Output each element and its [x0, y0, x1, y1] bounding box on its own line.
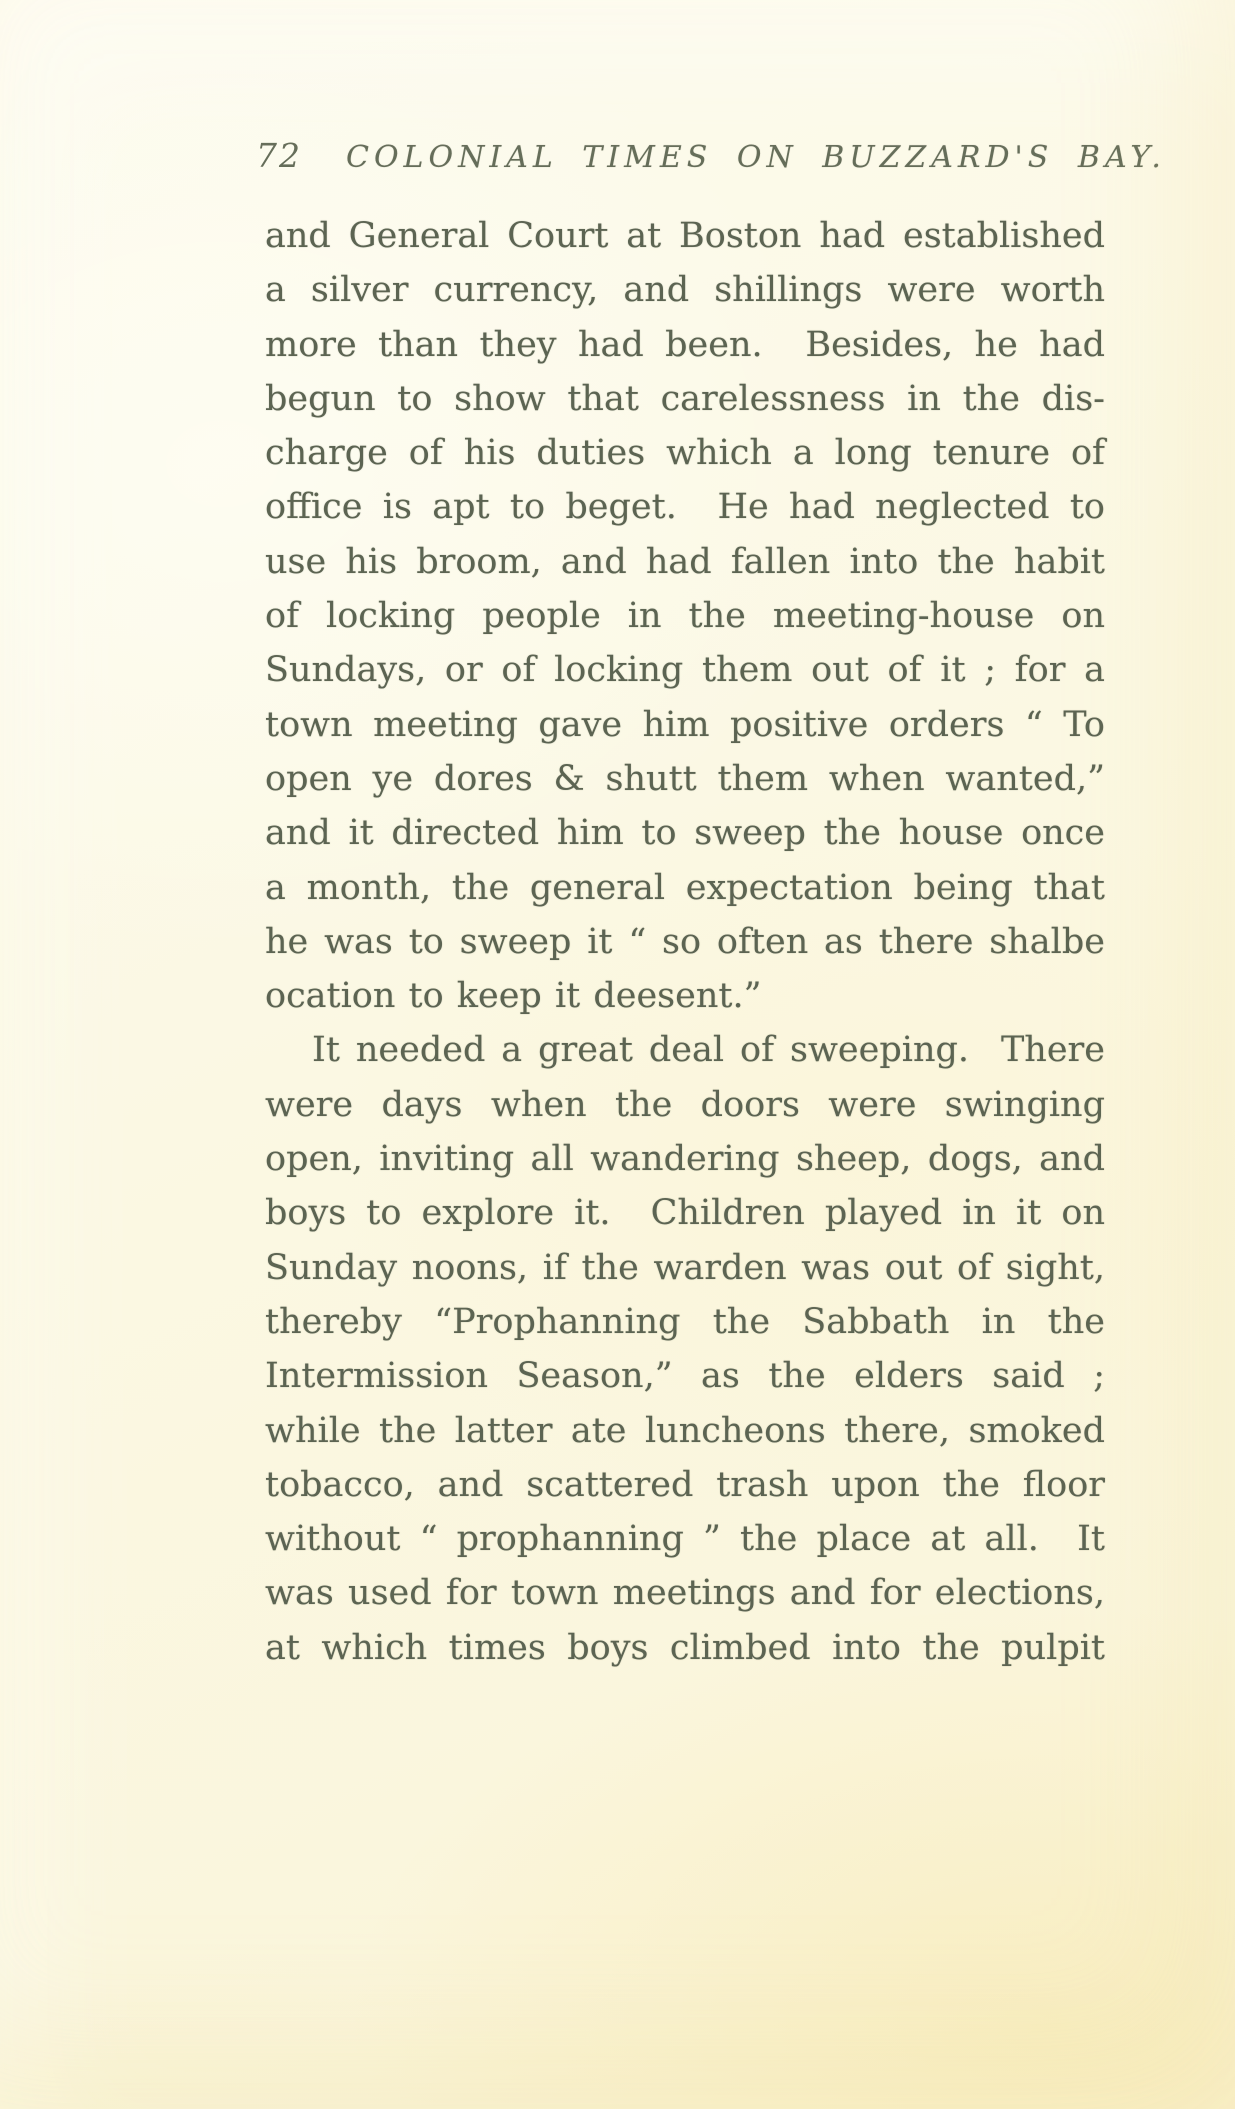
- text-line: of locking people in the meeting-house on: [265, 596, 1105, 637]
- text-line: while the latter ate luncheons there, smoked: [265, 1410, 1105, 1451]
- text-line: town meeting gave him positive orders “ To: [265, 704, 1105, 745]
- text-line: Intermission Season,” as the elders said ;: [265, 1356, 1105, 1397]
- page-number: 72: [256, 136, 302, 175]
- text-line: charge of his duties which a long tenure of: [265, 433, 1105, 474]
- paragraph: [265, 209, 1105, 1023]
- text-line: thereby “Prophanning the Sabbath in the: [265, 1301, 1105, 1342]
- text-line: was used for town meetings and for elections,: [265, 1573, 1105, 1614]
- text-line: ocation to keep it deesent.”: [265, 976, 762, 1017]
- text-line: a silver currency, and shillings were worth: [265, 270, 1105, 311]
- text-block: [0, 209, 1235, 1675]
- paragraph: [265, 1023, 1105, 1675]
- text-line: at which times boys climbed into the pulpit: [265, 1627, 1105, 1668]
- running-title: COLONIAL TIMES ON BUZZARD'S BAY.: [346, 140, 1166, 175]
- text-line: he was to sweep it “ so often as there shalbe: [265, 921, 1105, 962]
- text-line: open ye dores & shutt them when wanted,”: [265, 758, 1105, 799]
- text-line: Sunday noons, if the warden was out of sight,: [265, 1247, 1105, 1288]
- text-line: and it directed him to sweep the house once: [265, 813, 1105, 854]
- text-line: begun to show that carelessness in the dis-: [265, 378, 1105, 419]
- text-line: more than they had been. Besides, he had: [265, 324, 1105, 365]
- text-line: open, inviting all wandering sheep, dogs, and: [265, 1139, 1105, 1180]
- text-line: boys to explore it. Children played in it on: [265, 1193, 1105, 1234]
- running-header: [0, 0, 1235, 176]
- text-line: and General Court at Boston had established: [265, 216, 1105, 256]
- text-line: tobacco, and scattered trash upon the floor: [265, 1464, 1105, 1505]
- text-line: Sundays, or of locking them out of it ; for a: [265, 650, 1105, 691]
- text-line: It needed a great deal of sweeping. There: [312, 1030, 1105, 1071]
- text-line: were days when the doors were swinging: [265, 1084, 1105, 1125]
- text-line: use his broom, and had fallen into the habit: [265, 541, 1105, 582]
- text-line: a month, the general expectation being that: [265, 867, 1105, 908]
- text-line: without “ prophanning ” the place at all. It: [265, 1519, 1105, 1560]
- text-line: office is apt to beget. He had neglected to: [265, 487, 1105, 528]
